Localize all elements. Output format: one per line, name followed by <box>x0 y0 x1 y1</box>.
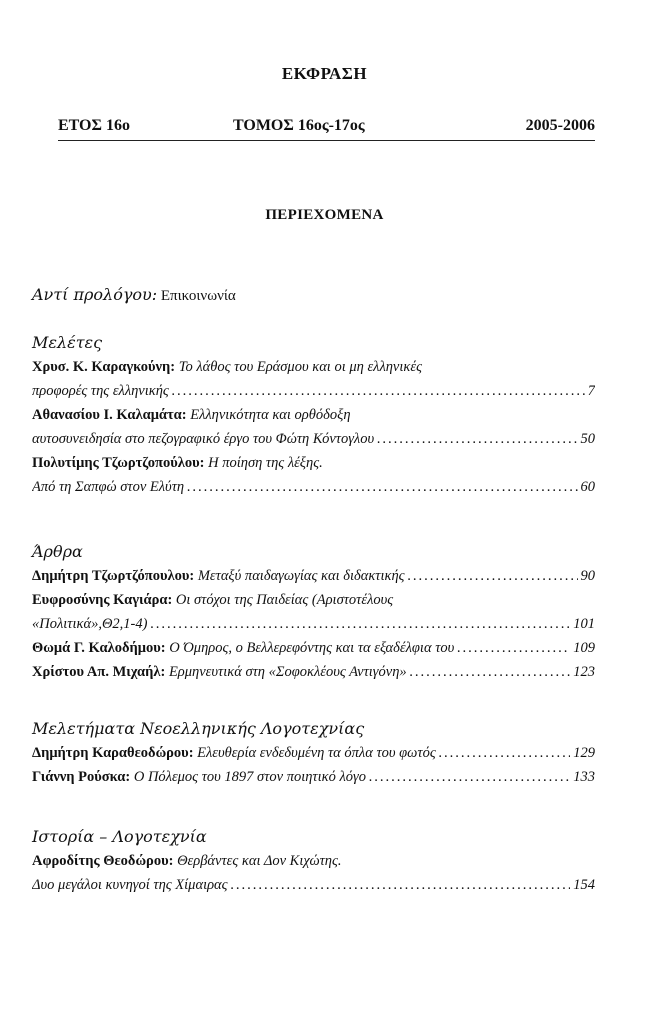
entry-author: Αφροδίτης Θεοδώρου: <box>32 853 174 869</box>
editorial-lead: Αντί προλόγου: <box>32 285 158 304</box>
entry-title: Μεταξύ παιδαγωγίας και διδακτικής <box>197 568 405 584</box>
toc-entry-continuation <box>32 379 595 403</box>
entry-page: 109 <box>573 640 595 656</box>
years-label: 2005-2006 <box>525 117 595 134</box>
entry-title: Ελληνικότητα και ορθόδοξη <box>190 407 351 423</box>
editorial-title: Επικοινωνία <box>160 288 236 304</box>
entry-title-cont: Δυο μεγάλοι κυνηγοί της Χίμαιρας <box>32 877 228 893</box>
section-title: Ιστορία – Λογοτεχνία <box>32 827 207 846</box>
toc-entry <box>32 403 595 427</box>
issue-info-row <box>58 117 595 139</box>
leader-dots <box>187 475 577 499</box>
entry-title-cont: Από τη Σαπφώ στον Ελύτη <box>32 479 185 495</box>
entry-author: Αθανασίου Ι. Καλαμάτα: <box>32 407 187 423</box>
toc-entry-continuation <box>32 427 595 451</box>
toc-entry <box>32 636 595 660</box>
section-studies <box>32 331 595 499</box>
entry-author: Δημήτρη Τζωρτζόπουλου: <box>32 568 195 584</box>
toc-entry <box>32 741 595 765</box>
toc-entry <box>32 355 595 379</box>
entry-title: Το λάθος του Εράσμου και οι μη ελληνικές <box>178 359 422 375</box>
entry-title: Ο Όμηρος, ο Βελλερεφόντης και τα εξαδέλφια του <box>169 640 455 656</box>
entry-author: Χρίστου Απ. Μιχαήλ: <box>32 664 166 680</box>
entry-title: Ο Πόλεμος του 1897 στον ποιητικό λόγο <box>133 769 366 785</box>
leader-dots <box>150 612 570 636</box>
toc-entry <box>32 849 595 873</box>
editorial-entry <box>32 285 236 305</box>
entry-title: Θερβάντες και Δον Κιχώτης. <box>177 853 342 869</box>
section-title: Μελετήματα Νεοελληνικής Λογοτεχνίας <box>32 719 365 738</box>
leader-dots <box>231 873 571 897</box>
header-rule <box>58 140 595 141</box>
section-title: Μελέτες <box>32 333 103 352</box>
toc-entry-continuation <box>32 873 595 897</box>
leader-dots <box>457 636 570 660</box>
section-history-literature <box>32 825 595 897</box>
entry-title: Ελευθερία ενδεδυμένη τα όπλα του φωτός <box>197 745 436 761</box>
entry-author: Ευφροσύνης Καγιάρα: <box>32 592 173 608</box>
leader-dots <box>369 765 570 789</box>
toc-entry <box>32 660 595 684</box>
entry-title-cont: «Πολιτικά»,Θ2,1-4) <box>32 616 148 632</box>
journal-title: ΕΚΦΡΑΣΗ <box>281 64 368 83</box>
entry-page: 129 <box>573 745 595 761</box>
entry-page: 7 <box>587 383 595 399</box>
leader-dots <box>377 427 577 451</box>
entry-page: 123 <box>573 664 595 680</box>
entry-author: Δημήτρη Καραθεοδώρου: <box>32 745 194 761</box>
entry-page: 154 <box>573 877 595 893</box>
entry-author: Γιάννη Ρούσκα: <box>32 769 131 785</box>
section-title: Άρθρα <box>32 542 83 561</box>
leader-dots <box>439 741 571 765</box>
contents-heading: ΠΕΡΙΕΧΟΜΕΝΑ <box>265 207 384 223</box>
section-articles <box>32 540 595 684</box>
toc-entry <box>32 588 595 612</box>
toc-entry <box>32 564 595 588</box>
toc-entry-continuation <box>32 612 595 636</box>
entry-page: 101 <box>573 616 595 632</box>
entry-author: Πολυτίμης Τζωρτζοπούλου: <box>32 455 205 471</box>
entry-author: Θωμά Γ. Καλοδήμου: <box>32 640 166 656</box>
entry-page: 50 <box>580 431 595 447</box>
leader-dots <box>410 660 571 684</box>
leader-dots <box>172 379 585 403</box>
toc-entry <box>32 451 595 475</box>
entry-page: 60 <box>580 479 595 495</box>
year-label: ΕΤΟΣ 16ο <box>58 117 130 134</box>
toc-entry-continuation <box>32 475 595 499</box>
entry-page: 133 <box>573 769 595 785</box>
entry-title: Η ποίηση της λέξης. <box>208 455 323 471</box>
section-modern-greek-literature <box>32 717 595 789</box>
leader-dots <box>408 564 578 588</box>
volume-label: ΤΟΜΟΣ 16ος-17ος <box>233 117 365 134</box>
entry-page: 90 <box>580 568 595 584</box>
entry-title: Ερμηνευτικά στη «Σοφοκλέους Αντιγόνη» <box>168 664 407 680</box>
toc-entry <box>32 765 595 789</box>
entry-title-cont: προφορές της ελληνικής <box>32 383 169 399</box>
entry-title: Οι στόχοι της Παιδείας (Αριστοτέλους <box>175 592 394 608</box>
entry-author: Χρυσ. Κ. Καραγκούνη: <box>32 359 176 375</box>
entry-title-cont: αυτοσυνειδησία στο πεζογραφικό έργο του Φώτη Κόντογλου <box>32 431 375 447</box>
